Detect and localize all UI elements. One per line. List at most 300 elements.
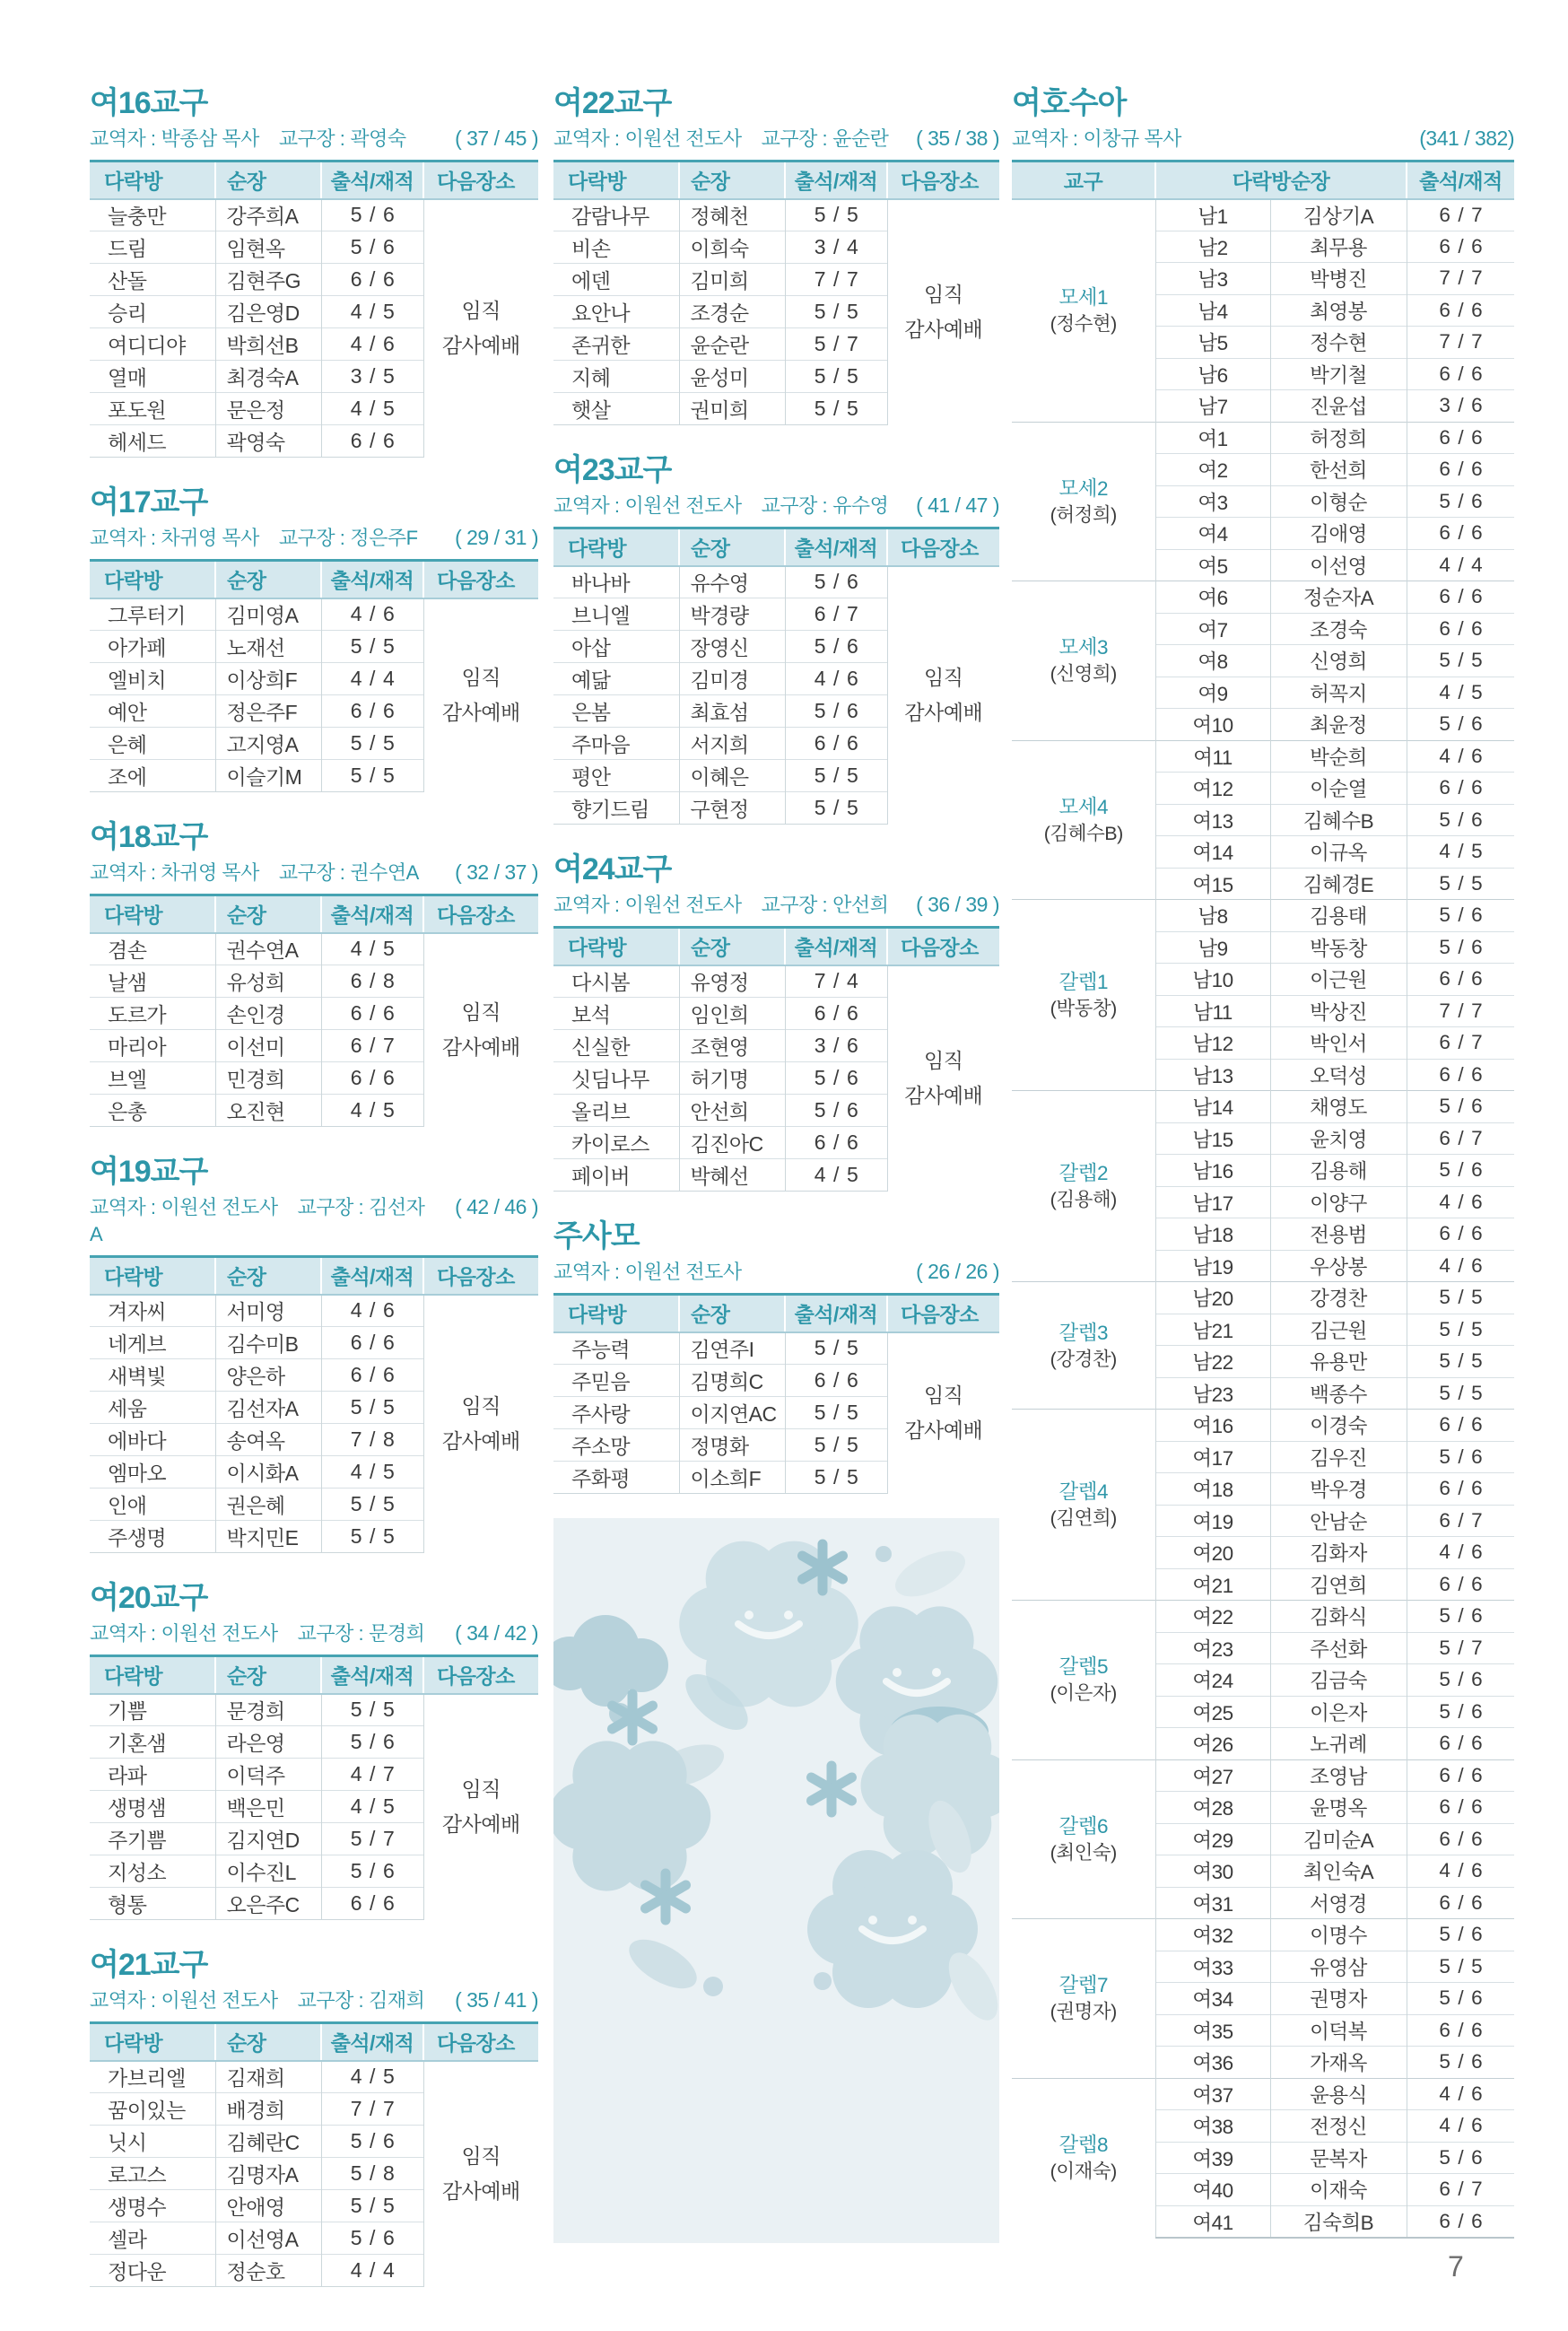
leader-name: 전정신 [1270,2110,1407,2143]
room-number: 남11 [1155,995,1270,1027]
column-right [1012,85,1514,2266]
leader-name: 조영남 [1270,1759,1407,1792]
attendance-cell [321,2061,423,2093]
enrolled-count: 7 [846,332,858,355]
attendance-count: 6 [1439,1890,1450,1914]
pastor-name: 이원선 전도사 [624,127,742,150]
attendance-count: 5 [814,1336,826,1360]
slash-separator: / [370,1762,375,1785]
slash-separator: / [370,2161,375,2185]
column-header-leader: 순장 [679,928,785,965]
enrolled-count: 6 [1471,2114,1483,2137]
attendance-count: 4 [350,332,362,355]
column-header-next-place: 다음장소 [887,1295,999,1332]
room-number: 여25 [1155,1696,1270,1728]
head-label: 교구장 : [297,1196,364,1218]
attendance-cell [785,792,887,825]
table-row [1012,422,1514,454]
attendance-cell [1407,1122,1514,1155]
attendance-count: 5 [814,1465,826,1489]
room-name: 주생명 [90,1521,215,1553]
district-title: 여16교구 [90,86,208,120]
attendance-cell [1407,931,1514,964]
district-staff [553,126,908,153]
slash-separator: / [1458,1572,1464,1595]
pastor-label: 교역자 : [1012,127,1078,150]
column-header-leader: 순장 [215,1656,321,1694]
attendance-cell [785,566,887,598]
attendance-cell [321,1759,423,1791]
attendance-cell [1407,964,1514,996]
room-number: 여33 [1155,1951,1270,1983]
enrolled-count: 6 [846,699,858,722]
leader-name: 김연희 [1270,1568,1407,1601]
slash-separator: / [370,699,375,722]
enrolled-count: 6 [1471,1827,1483,1850]
next-place-cell [423,933,538,1127]
attendance-summary: ( 29 / 31 ) [455,526,538,549]
room-name: 은총 [90,1095,215,1127]
enrolled-count: 5 [382,2065,395,2089]
attendance-count: 6 [814,1368,826,1392]
district-section [90,819,538,1127]
district-meta [90,1193,538,1248]
slash-separator: / [1458,1923,1464,1946]
room-name: 형통 [90,1888,215,1920]
attendance-count: 3 [350,364,362,388]
room-name: 주화평 [553,1462,679,1494]
attendance-count: 3 [814,235,826,258]
leader-name: 가재옥 [1270,2047,1407,2079]
room-number: 여5 [1155,549,1270,581]
attendance-count: 6 [1439,2178,1450,2201]
next-place-line: 감사예배 [441,1035,520,1059]
room-name: 새벽빛 [90,1359,215,1392]
leader-name: 이시화A [215,1456,321,1489]
enrolled-count: 5 [1471,871,1483,895]
leader-name: 이경숙 [1270,1410,1407,1442]
enrolled-count: 5 [382,731,395,755]
attendance-count: 6 [1439,585,1450,608]
enrolled-count: 5 [382,1698,395,1722]
column-header-leader: 순장 [679,528,785,566]
attendance-count: 6 [1439,1477,1450,1500]
attendance-table [90,160,538,458]
attendance-cell [321,231,423,264]
enrolled-count: 6 [846,667,858,690]
slash-separator: / [370,2194,375,2217]
leader-name: 이은자 [1270,1696,1407,1728]
attendance-cell [1407,1696,1514,1728]
leader-name: 배경희 [215,2093,321,2126]
room-number: 남13 [1155,1059,1270,1091]
enrolled-count: 7 [1471,1031,1483,1054]
attendance-cell [785,663,887,695]
table-row [1012,1919,1514,1951]
district-meta [553,125,999,153]
attendance-count: 6 [1439,2209,1450,2232]
column-header-room: 다락방 [90,1257,215,1295]
attendance-count: 6 [1439,776,1450,799]
attendance-count: 5 [350,1395,362,1419]
column-header-next-place: 다음장소 [423,2023,538,2061]
leader-name: 박병진 [1270,263,1407,295]
enrolled-count: 6 [1471,1732,1483,1755]
enrolled-count: 6 [1471,1413,1483,1436]
room-name: 날샘 [90,965,215,998]
attendance-cell [1407,868,1514,900]
slash-separator: / [370,2226,375,2249]
attendance-cell [1407,645,1514,677]
district-section [553,452,999,825]
enrolled-count: 5 [846,1401,858,1424]
enrolled-count: 5 [1471,1381,1483,1404]
room-name: 조에 [90,760,215,792]
district-meta [90,524,538,552]
enrolled-count: 7 [382,2097,395,2120]
slash-separator: / [833,1131,839,1154]
group-leader: (정수현) [1050,313,1117,335]
column-header-room: 다락방 [90,895,215,933]
slash-separator: / [1458,362,1464,385]
slash-separator: / [370,1460,375,1483]
leader-name: 김지연D [215,1823,321,1855]
slash-separator: / [1458,1636,1464,1659]
attendance-cell [1407,2174,1514,2206]
slash-separator: / [1458,2018,1464,2041]
attendance-count: 5 [814,300,826,323]
attendance-count: 6 [1439,1413,1450,1436]
head-label: 교구장 : [761,127,828,150]
table-header [90,1656,538,1694]
attendance-cell [1407,454,1514,486]
column-header-next-place: 다음장소 [423,1257,538,1295]
room-number: 여4 [1155,518,1270,550]
group-leader: (권명자) [1050,2001,1117,2023]
leader-name: 박인서 [1270,1027,1407,1060]
district-staff [553,1259,762,1286]
slash-separator: / [1458,1827,1464,1850]
attendance-count: 6 [350,1363,362,1386]
enrolled-count: 7 [382,1827,395,1850]
enrolled-count: 5 [382,1098,395,1122]
slash-separator: / [1458,1095,1464,1118]
leader-name: 신영희 [1270,645,1407,677]
district-title: 여17교구 [90,485,208,519]
table-row [1012,1759,1514,1792]
attendance-count: 6 [1439,1222,1450,1245]
room-name: 기혼샘 [90,1726,215,1759]
slash-separator: / [370,731,375,755]
attendance-count: 4 [1439,2082,1450,2105]
pastor-name: 이창규 목사 [1083,127,1181,150]
column-header-next-place: 다음장소 [887,528,999,566]
room-name: 정다운 [90,2255,215,2287]
district-meta [553,1258,999,1286]
slash-separator: / [833,235,839,258]
group-cell [1012,581,1155,741]
slash-separator: / [1458,489,1464,512]
head-name: 권수연A [350,861,419,884]
leader-name: 이덕주 [215,1759,321,1791]
leader-name: 임인희 [679,998,785,1030]
room-number: 남19 [1155,1250,1270,1282]
leader-name: 최효섬 [679,695,785,728]
attendance-cell [785,598,887,631]
group-name: 갈렙2 [1058,1162,1108,1184]
leader-name: 전용범 [1270,1218,1407,1251]
slash-separator: / [370,364,375,388]
leader-name: 박희선B [215,328,321,361]
attendance-cell [321,2093,423,2126]
attendance-count: 4 [350,1098,362,1122]
enrolled-count: 6 [382,2226,395,2249]
slash-separator: / [370,2097,375,2120]
attendance-count: 6 [1439,1572,1450,1595]
leader-name: 채영도 [1270,1091,1407,1123]
room-number: 여28 [1155,1792,1270,1824]
attendance-cell [1407,1410,1514,1442]
attendance-count: 5 [1439,1317,1450,1340]
slash-separator: / [833,1401,839,1424]
pastor-name: 이원선 전도사 [624,494,742,517]
enrolled-count: 7 [1471,1508,1483,1532]
enrolled-count: 5 [382,1395,395,1419]
attendance-cell [1407,518,1514,550]
leader-name: 백은민 [215,1791,321,1823]
attendance-cell [1407,1218,1514,1251]
table-row [1012,2078,1514,2110]
slash-separator: / [1458,2082,1464,2105]
column-header-attendance: 출석/재적 [321,162,423,199]
attendance-count: 6 [1439,521,1450,545]
enrolled-count: 6 [1471,489,1483,512]
room-number: 여1 [1155,422,1270,454]
room-name: 은봄 [553,695,679,728]
group-leader: (김용해) [1050,1189,1117,1210]
table-body [90,1694,538,1920]
leader-name: 정수현 [1270,327,1407,359]
enrolled-count: 5 [846,397,858,420]
attendance-count: 5 [814,364,826,388]
attendance-count: 5 [1439,712,1450,736]
joshua-meta [1012,125,1514,153]
attendance-count: 5 [350,1859,362,1882]
slash-separator: / [833,1034,839,1057]
room-number: 여18 [1155,1473,1270,1506]
attendance-count: 5 [1439,935,1450,958]
table-row [90,933,538,965]
header-row [553,162,999,199]
room-name: 꿈이있는 [90,2093,215,2126]
column-header-room: 다락방 [90,162,215,199]
slash-separator: / [370,235,375,258]
attendance-cell [785,1332,887,1365]
enrolled-count: 6 [1471,1890,1483,1914]
leader-name: 김혜란C [215,2126,321,2158]
table-header [90,1257,538,1295]
enrolled-count: 6 [382,1363,395,1386]
leader-name: 권수연A [215,933,321,965]
leader-name: 정순호 [215,2255,321,2287]
attendance-count: 6 [1439,616,1450,640]
head-label: 교구장 : [278,861,345,884]
leader-name: 고지영A [215,728,321,760]
attendance-cell [321,728,423,760]
slash-separator: / [1458,712,1464,736]
slash-separator: / [1458,1062,1464,1086]
attendance-count: 5 [350,1524,362,1548]
leader-name: 박상진 [1270,995,1407,1027]
attendance-cell [321,2126,423,2158]
attendance-cell [1407,2078,1514,2110]
attendance-summary: ( 35 / 38 ) [916,127,999,150]
enrolled-count: 6 [382,332,395,355]
slash-separator: / [370,1298,375,1323]
room-number: 남6 [1155,358,1270,390]
room-number: 남8 [1155,900,1270,932]
room-name: 주능력 [571,1338,631,1362]
leader-name: 진윤섭 [1270,390,1407,423]
table-row [90,2061,538,2093]
slash-separator: / [833,764,839,787]
room-number: 여27 [1155,1759,1270,1792]
slash-separator: / [370,2065,375,2089]
joshua-section [1012,85,1514,2239]
table-body [90,199,538,458]
attendance-count: 7 [814,969,826,993]
attendance-cell [1407,1186,1514,1218]
leader-name: 이소희F [679,1462,785,1494]
room-number: 여41 [1155,2205,1270,2238]
column-header-next-place: 다음장소 [423,895,538,933]
leader-name: 최경숙A [215,361,321,393]
slash-separator: / [833,332,839,355]
attendance-cell [1407,836,1514,869]
leader-name: 이혜은 [679,760,785,792]
attendance-cell [785,328,887,361]
district-title: 주사모 [553,1219,640,1253]
leader-name: 오은주C [215,1888,321,1920]
enrolled-count: 5 [1471,1286,1483,1309]
slash-separator: / [1458,1126,1464,1149]
enrolled-count: 6 [382,235,395,258]
room-name: 감람나무 [571,205,649,229]
group-name: 갈렙8 [1058,2134,1108,2156]
attendance-count: 5 [1439,871,1450,895]
room-name: 보석 [553,998,679,1030]
slash-separator: / [1458,234,1464,258]
enrolled-count: 6 [1471,1541,1483,1564]
slash-separator: / [370,1034,375,1057]
attendance-summary: ( 34 / 42 ) [455,1621,538,1645]
leader-name: 박순희 [1270,740,1407,773]
attendance-count: 6 [1439,1732,1450,1755]
page-number: 7 [1448,2250,1464,2283]
column-header-leader: 순장 [215,162,321,199]
district-section [553,1218,999,1494]
column-header-next-place: 다음장소 [423,162,538,199]
room-name: 페이버 [553,1159,679,1192]
attendance-cell [1407,422,1514,454]
attendance-cell [321,998,423,1030]
leader-name: 김용태 [1270,900,1407,932]
slash-separator: / [833,1163,839,1186]
district-section [553,85,999,425]
enrolled-count: 5 [1471,840,1483,863]
leader-name: 권명자 [1270,1983,1407,2015]
attendance-count: 6 [350,1891,362,1915]
enrolled-count: 6 [1471,935,1483,958]
room-name: 주믿음 [553,1365,679,1397]
table-row [90,199,538,231]
room-name: 로고스 [90,2158,215,2190]
enrolled-count: 6 [846,1034,858,1057]
column-header-attendance: 출석/재적 [785,928,887,965]
slash-separator: / [1458,1253,1464,1277]
table-row [1012,740,1514,773]
leader-name: 김혜수B [1270,804,1407,836]
room-name: 향기드림 [553,792,679,825]
attendance-cell [1407,549,1514,581]
attendance-summary: ( 26 / 26 ) [916,1260,999,1283]
group-name: 갈렙1 [1058,971,1108,993]
leader-name: 김수미B [215,1327,321,1359]
leader-name: 이수진L [215,1855,321,1888]
enrolled-count: 7 [1471,1126,1483,1149]
room-number: 여40 [1155,2174,1270,2206]
attendance-cell [785,1159,887,1192]
pastor-name: 이원선 전도사 [161,1622,278,1645]
attendance-count: 5 [814,570,826,594]
slash-separator: / [1458,776,1464,799]
district-staff [90,525,438,552]
group-cell [1012,2078,1155,2238]
attendance-count: 6 [1439,458,1450,481]
room-number: 여39 [1155,2142,1270,2174]
slash-separator: / [370,764,375,787]
joshua-title: 여호수아 [1012,86,1127,120]
room-name: 지성소 [90,1855,215,1888]
enrolled-count: 6 [1471,362,1483,385]
pastor-label: 교역자 : [90,1989,156,2012]
enrolled-count: 6 [382,1891,395,1915]
slash-separator: / [370,1698,375,1722]
attendance-cell [1407,294,1514,327]
room-name: 예안 [90,695,215,728]
leader-name: 김미경 [679,663,785,695]
attendance-cell [321,2255,423,2287]
room-number: 남7 [1155,390,1270,423]
slash-separator: / [1458,616,1464,640]
attendance-count: 6 [814,731,826,755]
column-header-attendance: 출석/재적 [321,895,423,933]
leader-name: 허정희 [1270,422,1407,454]
leader-name: 김혜경E [1270,868,1407,900]
district-section [90,1154,538,1553]
attendance-count: 5 [1439,904,1450,927]
leader-name: 김우진 [1270,1441,1407,1473]
room-number: 여10 [1155,709,1270,741]
attendance-count: 5 [814,699,826,722]
leader-name: 김화식 [1270,1601,1407,1633]
enrolled-count: 6 [1471,1190,1483,1213]
room-name: 브엘 [90,1062,215,1095]
leader-name: 이지연AC [679,1397,785,1429]
leader-name: 김근원 [1270,1314,1407,1346]
attendance-count: 5 [814,397,826,420]
next-place-cell [423,1295,538,1553]
